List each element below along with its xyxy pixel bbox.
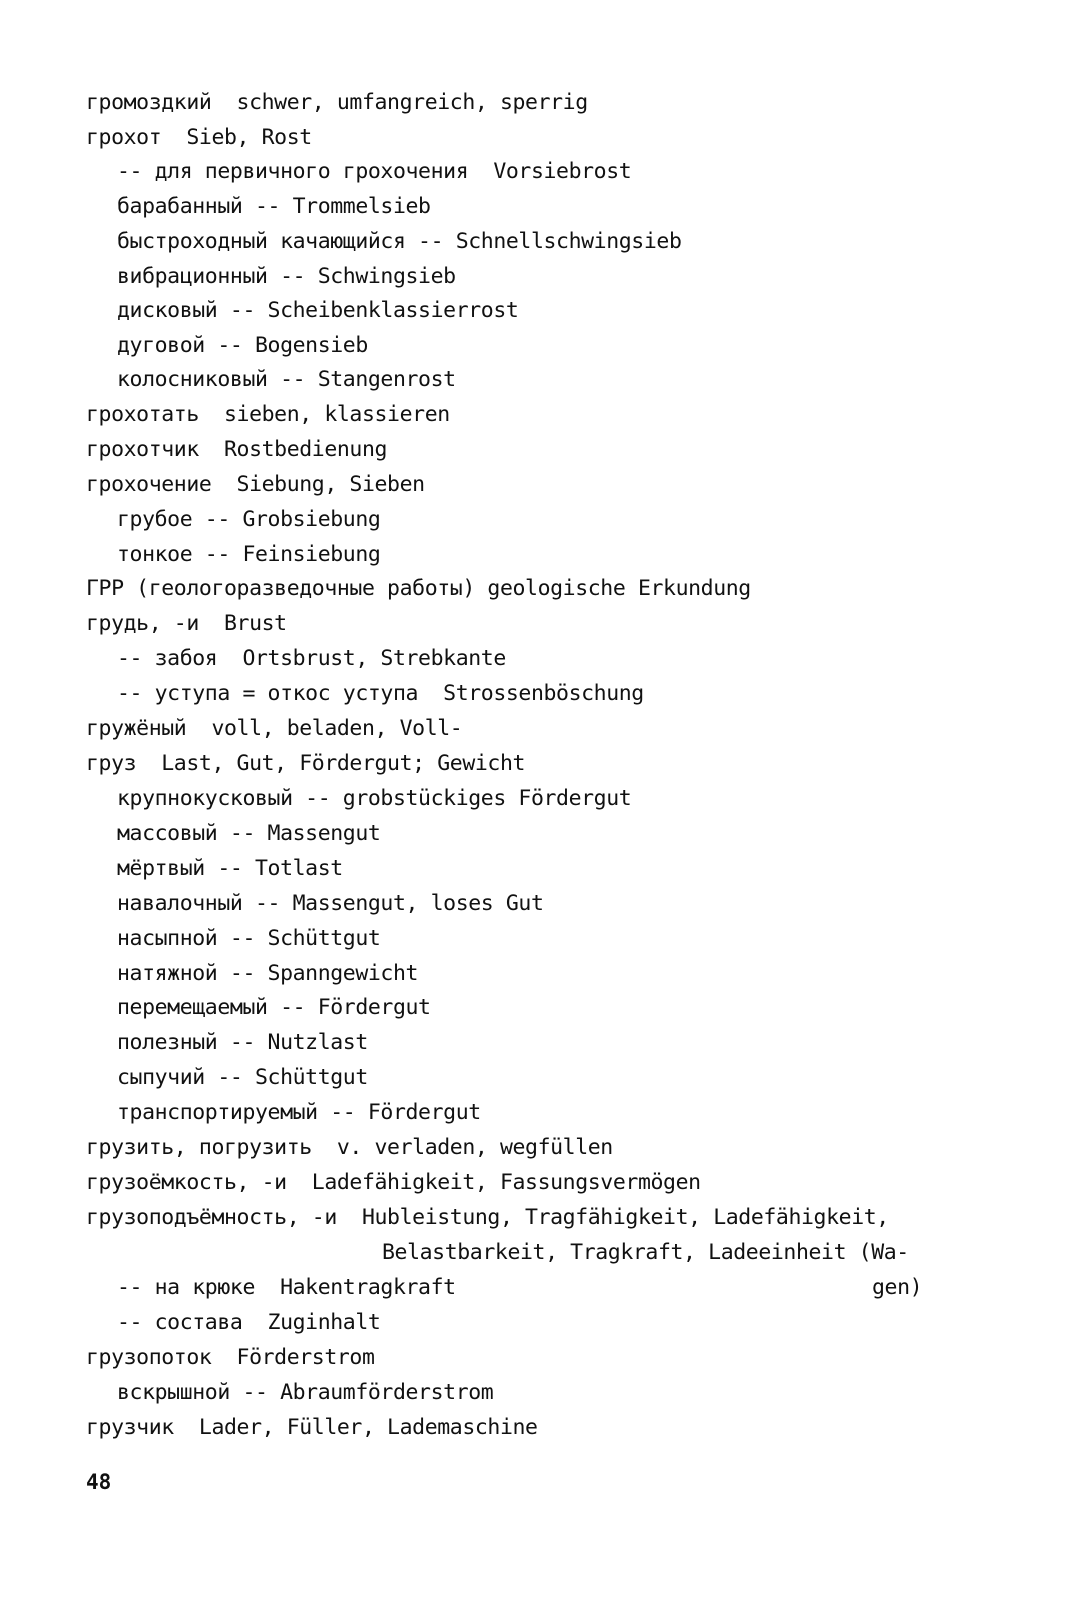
entry-line: быстроходный качающийся -- Schnellschwingsieb xyxy=(117,229,682,254)
entry-line: грузоподъёмность, -и Hubleistung, Tragfähigkeit, Ladefähigkeit, xyxy=(86,1205,889,1230)
entry-line: громоздкий schwer, umfangreich, sperrig xyxy=(86,90,588,115)
entry-line: gen) xyxy=(872,1275,923,1300)
entry-line: тонкое -- Feinsiebung xyxy=(117,542,381,567)
entry-line: дуговой -- Bogensieb xyxy=(117,333,368,358)
entry-line: перемещаемый -- Fördergut xyxy=(117,995,431,1020)
entry-line: транспортируемый -- Fördergut xyxy=(117,1100,481,1125)
entry-line: груз Last, Gut, Fördergut; Gewicht xyxy=(86,751,526,776)
entry-line: барабанный -- Trommelsieb xyxy=(117,194,431,219)
entry-line: сыпучий -- Schüttgut xyxy=(117,1065,368,1090)
entry-line: грузоёмкость, -и Ladefähigkeit, Fassungsvermögen xyxy=(86,1170,701,1195)
entry-line: натяжной -- Spanngewicht xyxy=(117,961,419,986)
entry-line: -- состава Zuginhalt xyxy=(117,1310,381,1335)
entry-line: Belastbarkeit, Tragkraft, Ladeeinheit (Wa- xyxy=(382,1240,909,1265)
entry-line: массовый -- Massengut xyxy=(117,821,381,846)
entry-line: -- на крюке Hakentragkraft xyxy=(117,1275,456,1300)
entry-line: грохотчик Rostbedienung xyxy=(86,437,388,462)
entry-line: -- для первичного грохочения Vorsiebrost xyxy=(117,159,632,184)
page-number: 48 xyxy=(86,1470,112,1494)
entry-line: вскрышной -- Abraumförderstrom xyxy=(117,1380,494,1405)
entry-line: грохочение Siebung, Sieben xyxy=(86,472,425,497)
entry-line: вибрационный -- Schwingsieb xyxy=(117,264,456,289)
entry-line: ГРР (геологоразведочные работы) geologische Erkundung xyxy=(86,576,751,601)
entry-line: -- забоя Ortsbrust, Strebkante xyxy=(117,646,506,671)
entry-line: полезный -- Nutzlast xyxy=(117,1030,368,1055)
entry-line: колосниковый -- Stangenrost xyxy=(117,367,456,392)
entry-line: гружёный voll, beladen, Voll- xyxy=(86,716,463,741)
entry-line: -- уступа = откос уступа Strossenböschung xyxy=(117,681,644,706)
entry-line: дисковый -- Scheibenklassierrost xyxy=(117,298,519,323)
entry-line: грузить, погрузить v. verladen, wegfüllen xyxy=(86,1135,613,1160)
entry-line: грузопоток Förderstrom xyxy=(86,1345,375,1370)
entry-line: грузчик Lader, Füller, Lademaschine xyxy=(86,1415,538,1440)
entry-line: насыпной -- Schüttgut xyxy=(117,926,381,951)
entry-line: навалочный -- Massengut, loses Gut xyxy=(117,891,544,916)
entry-line: грудь, -и Brust xyxy=(86,611,287,636)
entry-line: крупнокусковый -- grobstückiges Fördergut xyxy=(117,786,632,811)
entry-line: грохотать sieben, klassieren xyxy=(86,402,450,427)
entry-line: грубое -- Grobsiebung xyxy=(117,507,381,532)
entry-line: мёртвый -- Totlast xyxy=(117,856,343,881)
entry-line: грохот Sieb, Rost xyxy=(86,125,312,150)
